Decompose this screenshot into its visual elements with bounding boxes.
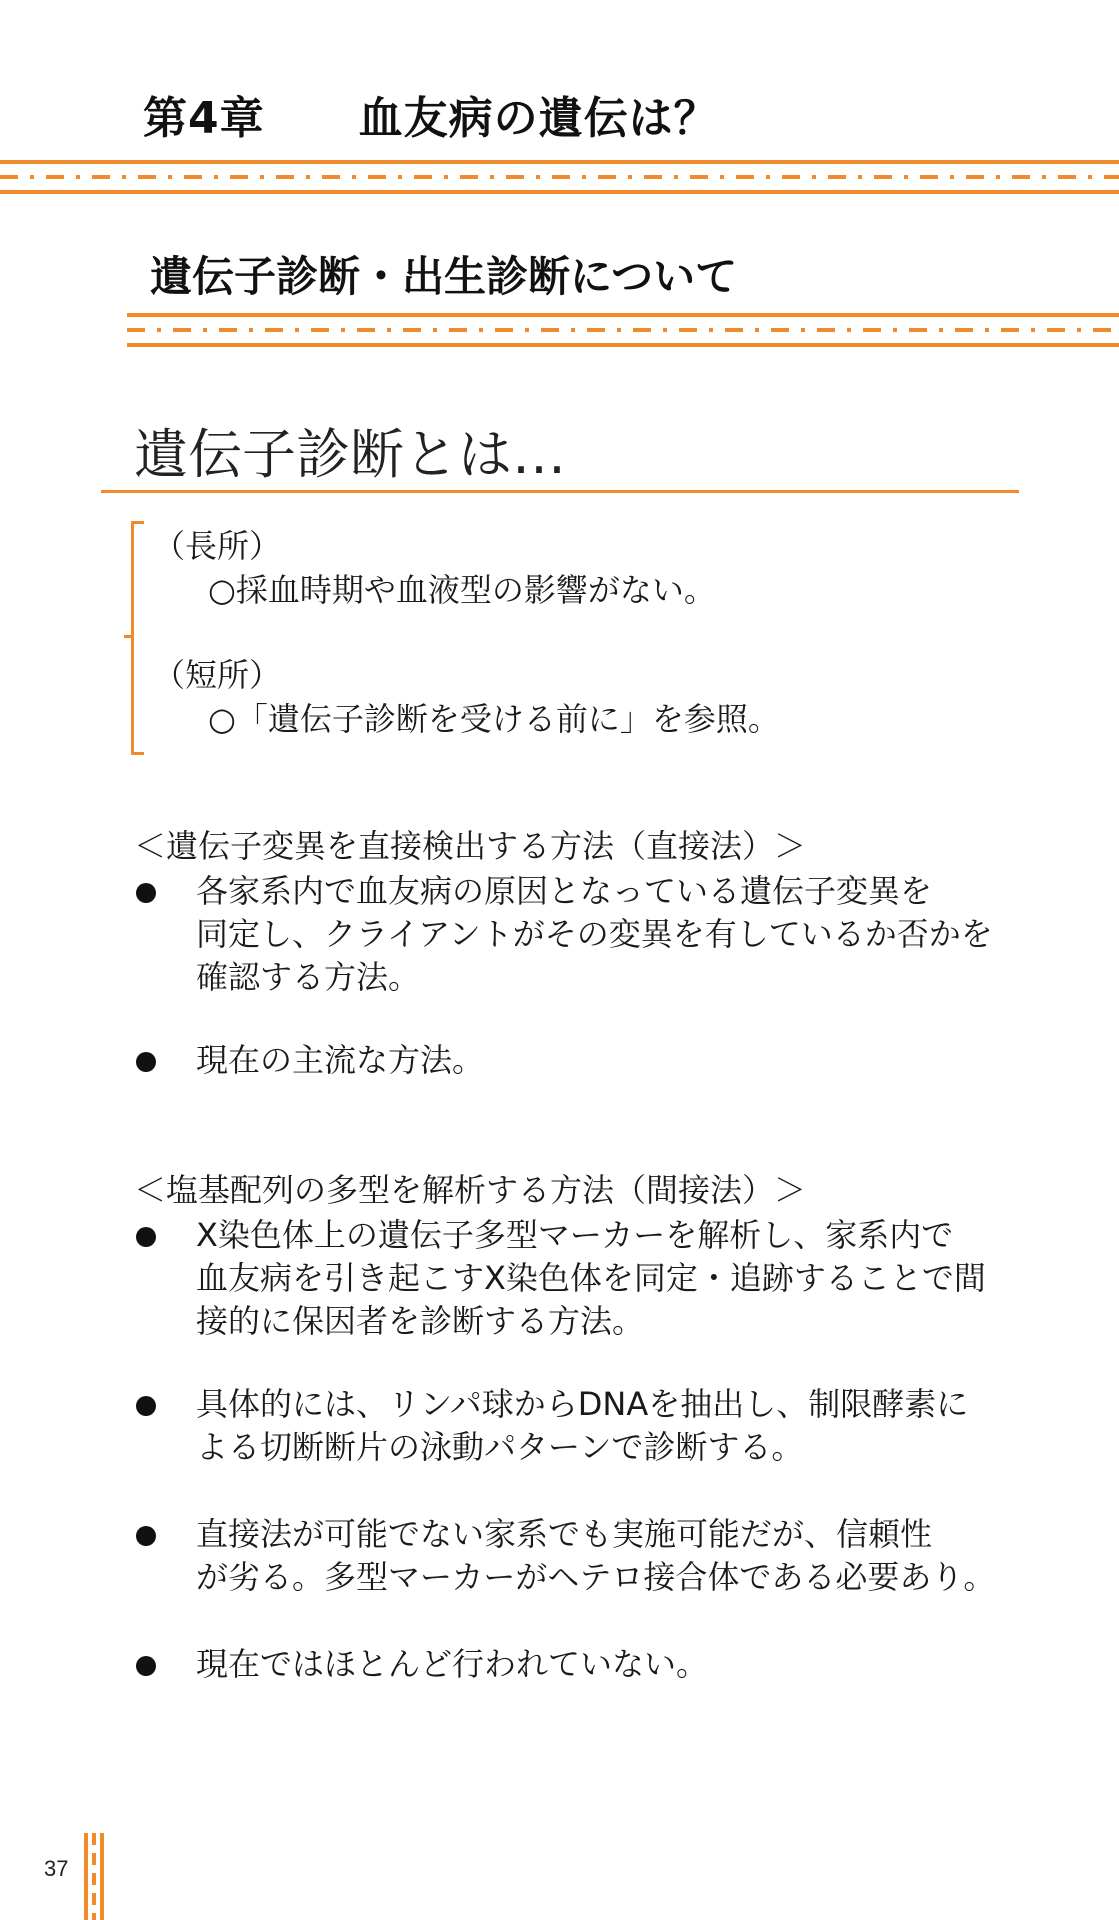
page-number: 37 <box>44 1856 69 1881</box>
topic-underline <box>101 490 1019 493</box>
indirect-bullet-4: 現在ではほとんど行われていない。 <box>196 1645 709 1683</box>
pros-cons-bracket <box>131 521 144 755</box>
chapter-title: 血友病の遺伝は？ <box>358 93 719 144</box>
cons-label: （短所） <box>153 656 282 694</box>
topic-title: 遺伝子診断とは… <box>134 423 566 486</box>
chapter-number: 第4章 <box>143 93 265 144</box>
cons-item: ○「遺伝子診断を受ける前に」を参照。 <box>208 700 780 738</box>
pros-label: （長所） <box>153 527 282 565</box>
bullet-icon <box>136 883 156 903</box>
direct-bullet-1: 各家系内で血友病の原因となっている遺伝子変異を 同定し、クライアントがその変異を有しているか否かを 確認する方法。 <box>196 872 993 996</box>
indirect-bullet-2: 具体的には、リンパ球からDNAを抽出し、制限酵素に よる切断断片の泳動パターンで診断する。 <box>196 1385 969 1466</box>
bullet-icon <box>136 1227 156 1247</box>
indirect-bullet-1: X染色体上の遺伝子多型マーカーを解析し、家系内で 血友病を引き起こすX染色体を同定・追跡することで間 接的に保因者を診断する方法。 <box>196 1216 986 1340</box>
bullet-icon <box>136 1526 156 1546</box>
bracket-tick <box>124 635 134 638</box>
pros-item: ○採血時期や血液型の影響がない。 <box>208 571 716 609</box>
chapter-divider <box>0 160 1119 194</box>
indirect-bullet-3: 直接法が可能でない家系でも実施可能だが、信頼性 が劣る。多型マーカーがヘテロ接合体である必要あり。 <box>196 1515 996 1596</box>
section-title: 遺伝子診断・出生診断について <box>150 252 738 301</box>
indirect-method-heading: ＜塩基配列の多型を解析する方法（間接法）＞ <box>134 1171 807 1209</box>
section-divider <box>127 313 1119 347</box>
page-edge-ornament <box>84 1833 104 1920</box>
bullet-icon <box>136 1052 156 1072</box>
bullet-icon <box>136 1396 156 1416</box>
bullet-icon <box>136 1656 156 1676</box>
direct-bullet-2: 現在の主流な方法。 <box>196 1041 485 1079</box>
direct-method-heading: ＜遺伝子変異を直接検出する方法（直接法）＞ <box>134 827 807 865</box>
chapter-heading <box>143 82 719 146</box>
